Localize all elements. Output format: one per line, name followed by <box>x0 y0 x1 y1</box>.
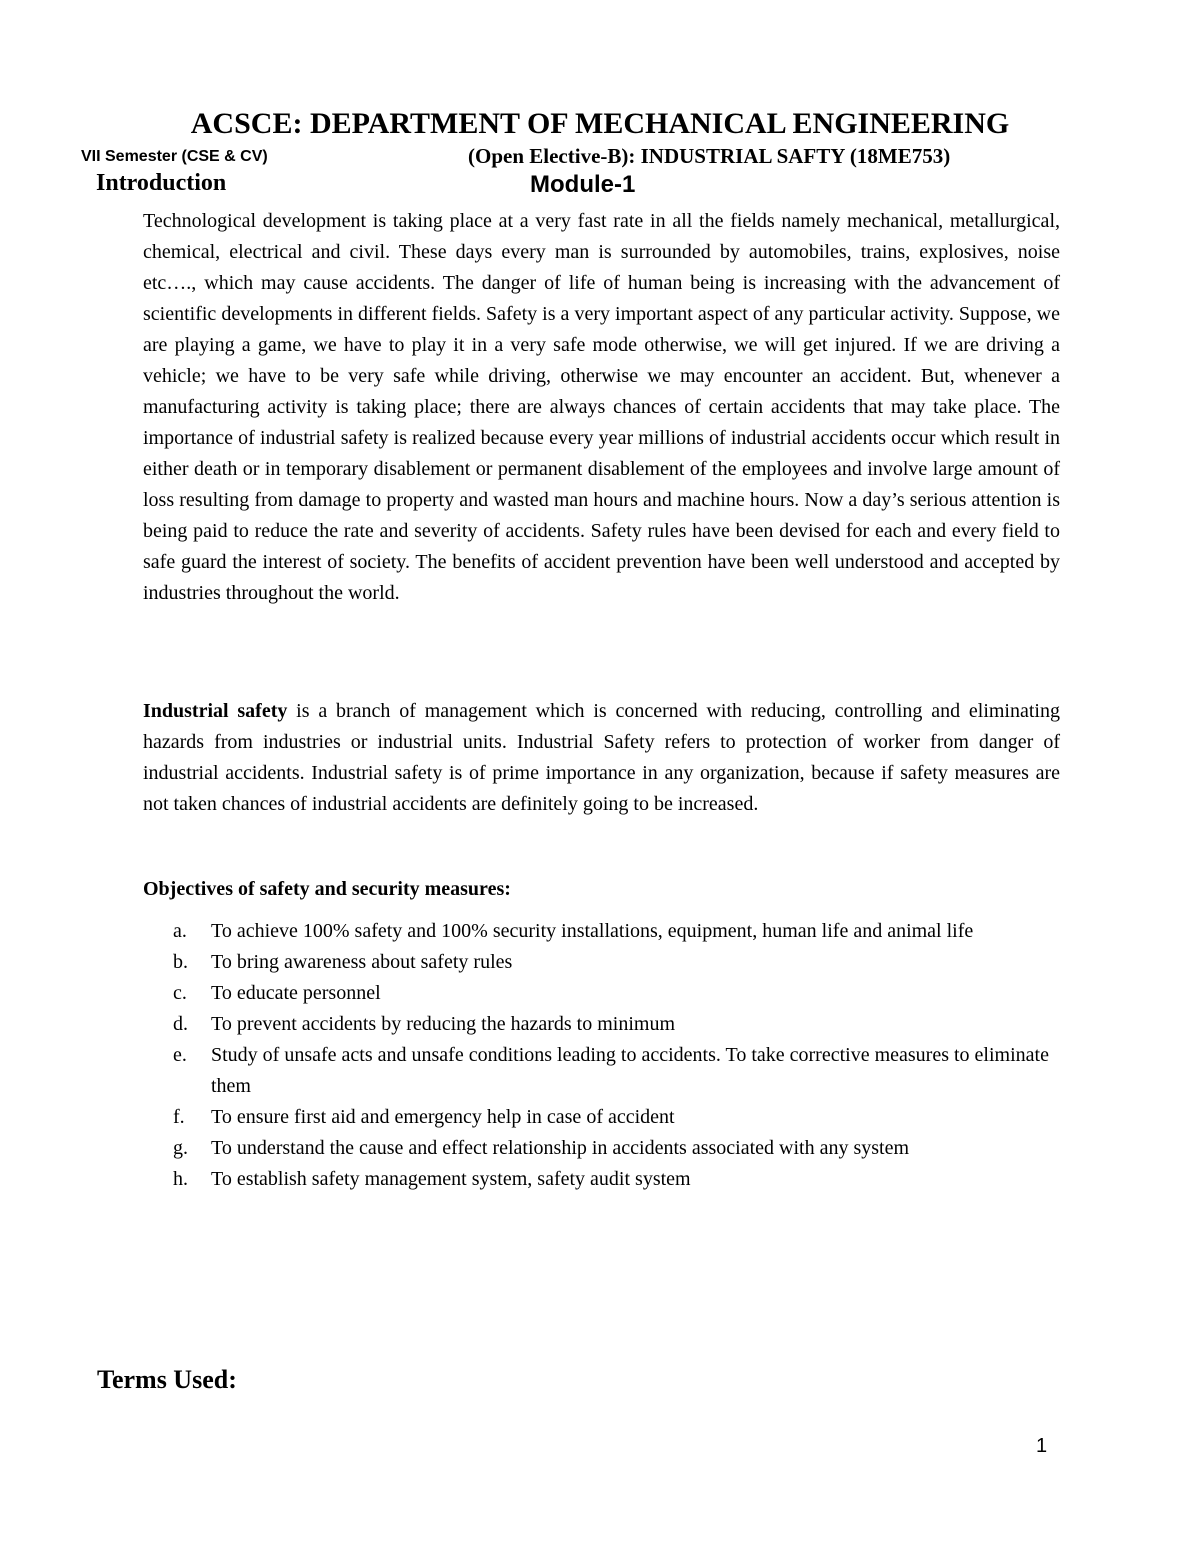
industrial-safety-text: is a branch of management which is concerned with reducing, controlling and eliminating hazards from industries or industrial units. Industrial Safety refers to protection of worker from danger of industrial accidents. Industrial safety is of prime importance in any organization, because if safety measures are not taken chances of industrial accidents are definitely going to be increased. <box>143 700 1060 815</box>
intro-paragraph: Technological development is taking place at a very fast rate in all the fields namely mechanical, metallurgical, chemical, electrical and civil. These days every man is surrounded by automobiles, trains, explosives, noise etc…., which may cause accidents. The danger of life of human being is increasing with the advancement of scientific developments in different fields. Safety is a very important aspect of any particular activity. Suppose, we are playing a game, we have to play it in a very safe mode otherwise, we will get injured. If we are driving a vehicle; we have to be very safe while driving, otherwise we may encounter an accident. But, whenever a manufacturing activity is taking place; there are always chances of certain accidents that may take place. The importance of industrial safety is realized because every year millions of industrial accidents occur which result in either death or in temporary disablement or permanent disablement of the employees and involve large amount of loss resulting from damage to property and wasted man hours and machine hours. Now a day’s serious attention is being paid to reduce the rate and severity of accidents. Safety rules have been devised for each and every field to safe guard the interest of society. The benefits of accident prevention have been well understood and accepted by industries throughout the world. <box>143 210 1060 604</box>
list-item <box>143 978 1060 1009</box>
list-item-text: Study of unsafe acts and unsafe conditions leading to accidents. To take corrective measures to eliminate them <box>211 1044 1049 1097</box>
objectives-heading: Objectives of safety and security measures: <box>143 878 511 900</box>
list-item <box>143 1133 1060 1164</box>
list-item-text: To prevent accidents by reducing the hazards to minimum <box>211 1013 676 1035</box>
list-item-text: To ensure first aid and emergency help in case of accident <box>211 1106 675 1128</box>
list-item <box>143 947 1060 978</box>
list-item-letter: c. <box>173 982 187 1004</box>
list-item-letter: a. <box>173 920 187 942</box>
list-item-letter: d. <box>173 1013 188 1035</box>
objectives-list <box>143 916 1060 1195</box>
list-item <box>143 1009 1060 1040</box>
list-item <box>143 916 1060 947</box>
module-heading: Module-1 <box>530 171 636 198</box>
page-number: 1 <box>1036 1435 1048 1457</box>
page-title: ACSCE: DEPARTMENT OF MECHANICAL ENGINEERING <box>190 107 1010 140</box>
list-item-letter: e. <box>173 1044 187 1066</box>
list-item-text: To establish safety management system, safety audit system <box>211 1168 691 1190</box>
list-item-letter: b. <box>173 951 188 973</box>
semester-label: VII Semester (CSE & CV) <box>81 148 268 165</box>
list-item-letter: g. <box>173 1137 188 1159</box>
industrial-safety-paragraph <box>143 696 1060 820</box>
list-item-text: To educate personnel <box>211 982 381 1004</box>
list-item-letter: h. <box>173 1168 188 1190</box>
list-item-text: To achieve 100% safety and 100% security installations, equipment, human life and animal life <box>211 920 974 942</box>
list-item <box>143 1040 1060 1102</box>
course-title: (Open Elective-B): INDUSTRIAL SAFTY (18ME753) <box>468 144 951 168</box>
terms-used-heading: Terms Used: <box>97 1365 237 1394</box>
list-item <box>143 1102 1060 1133</box>
list-item <box>143 1164 1060 1195</box>
list-item-text: To bring awareness about safety rules <box>211 951 513 973</box>
list-item-text: To understand the cause and effect relationship in accidents associated with any system <box>211 1137 910 1159</box>
section-heading-introduction: Introduction <box>96 170 227 196</box>
list-item-letter: f. <box>173 1106 185 1128</box>
industrial-safety-term: Industrial safety <box>143 700 288 722</box>
